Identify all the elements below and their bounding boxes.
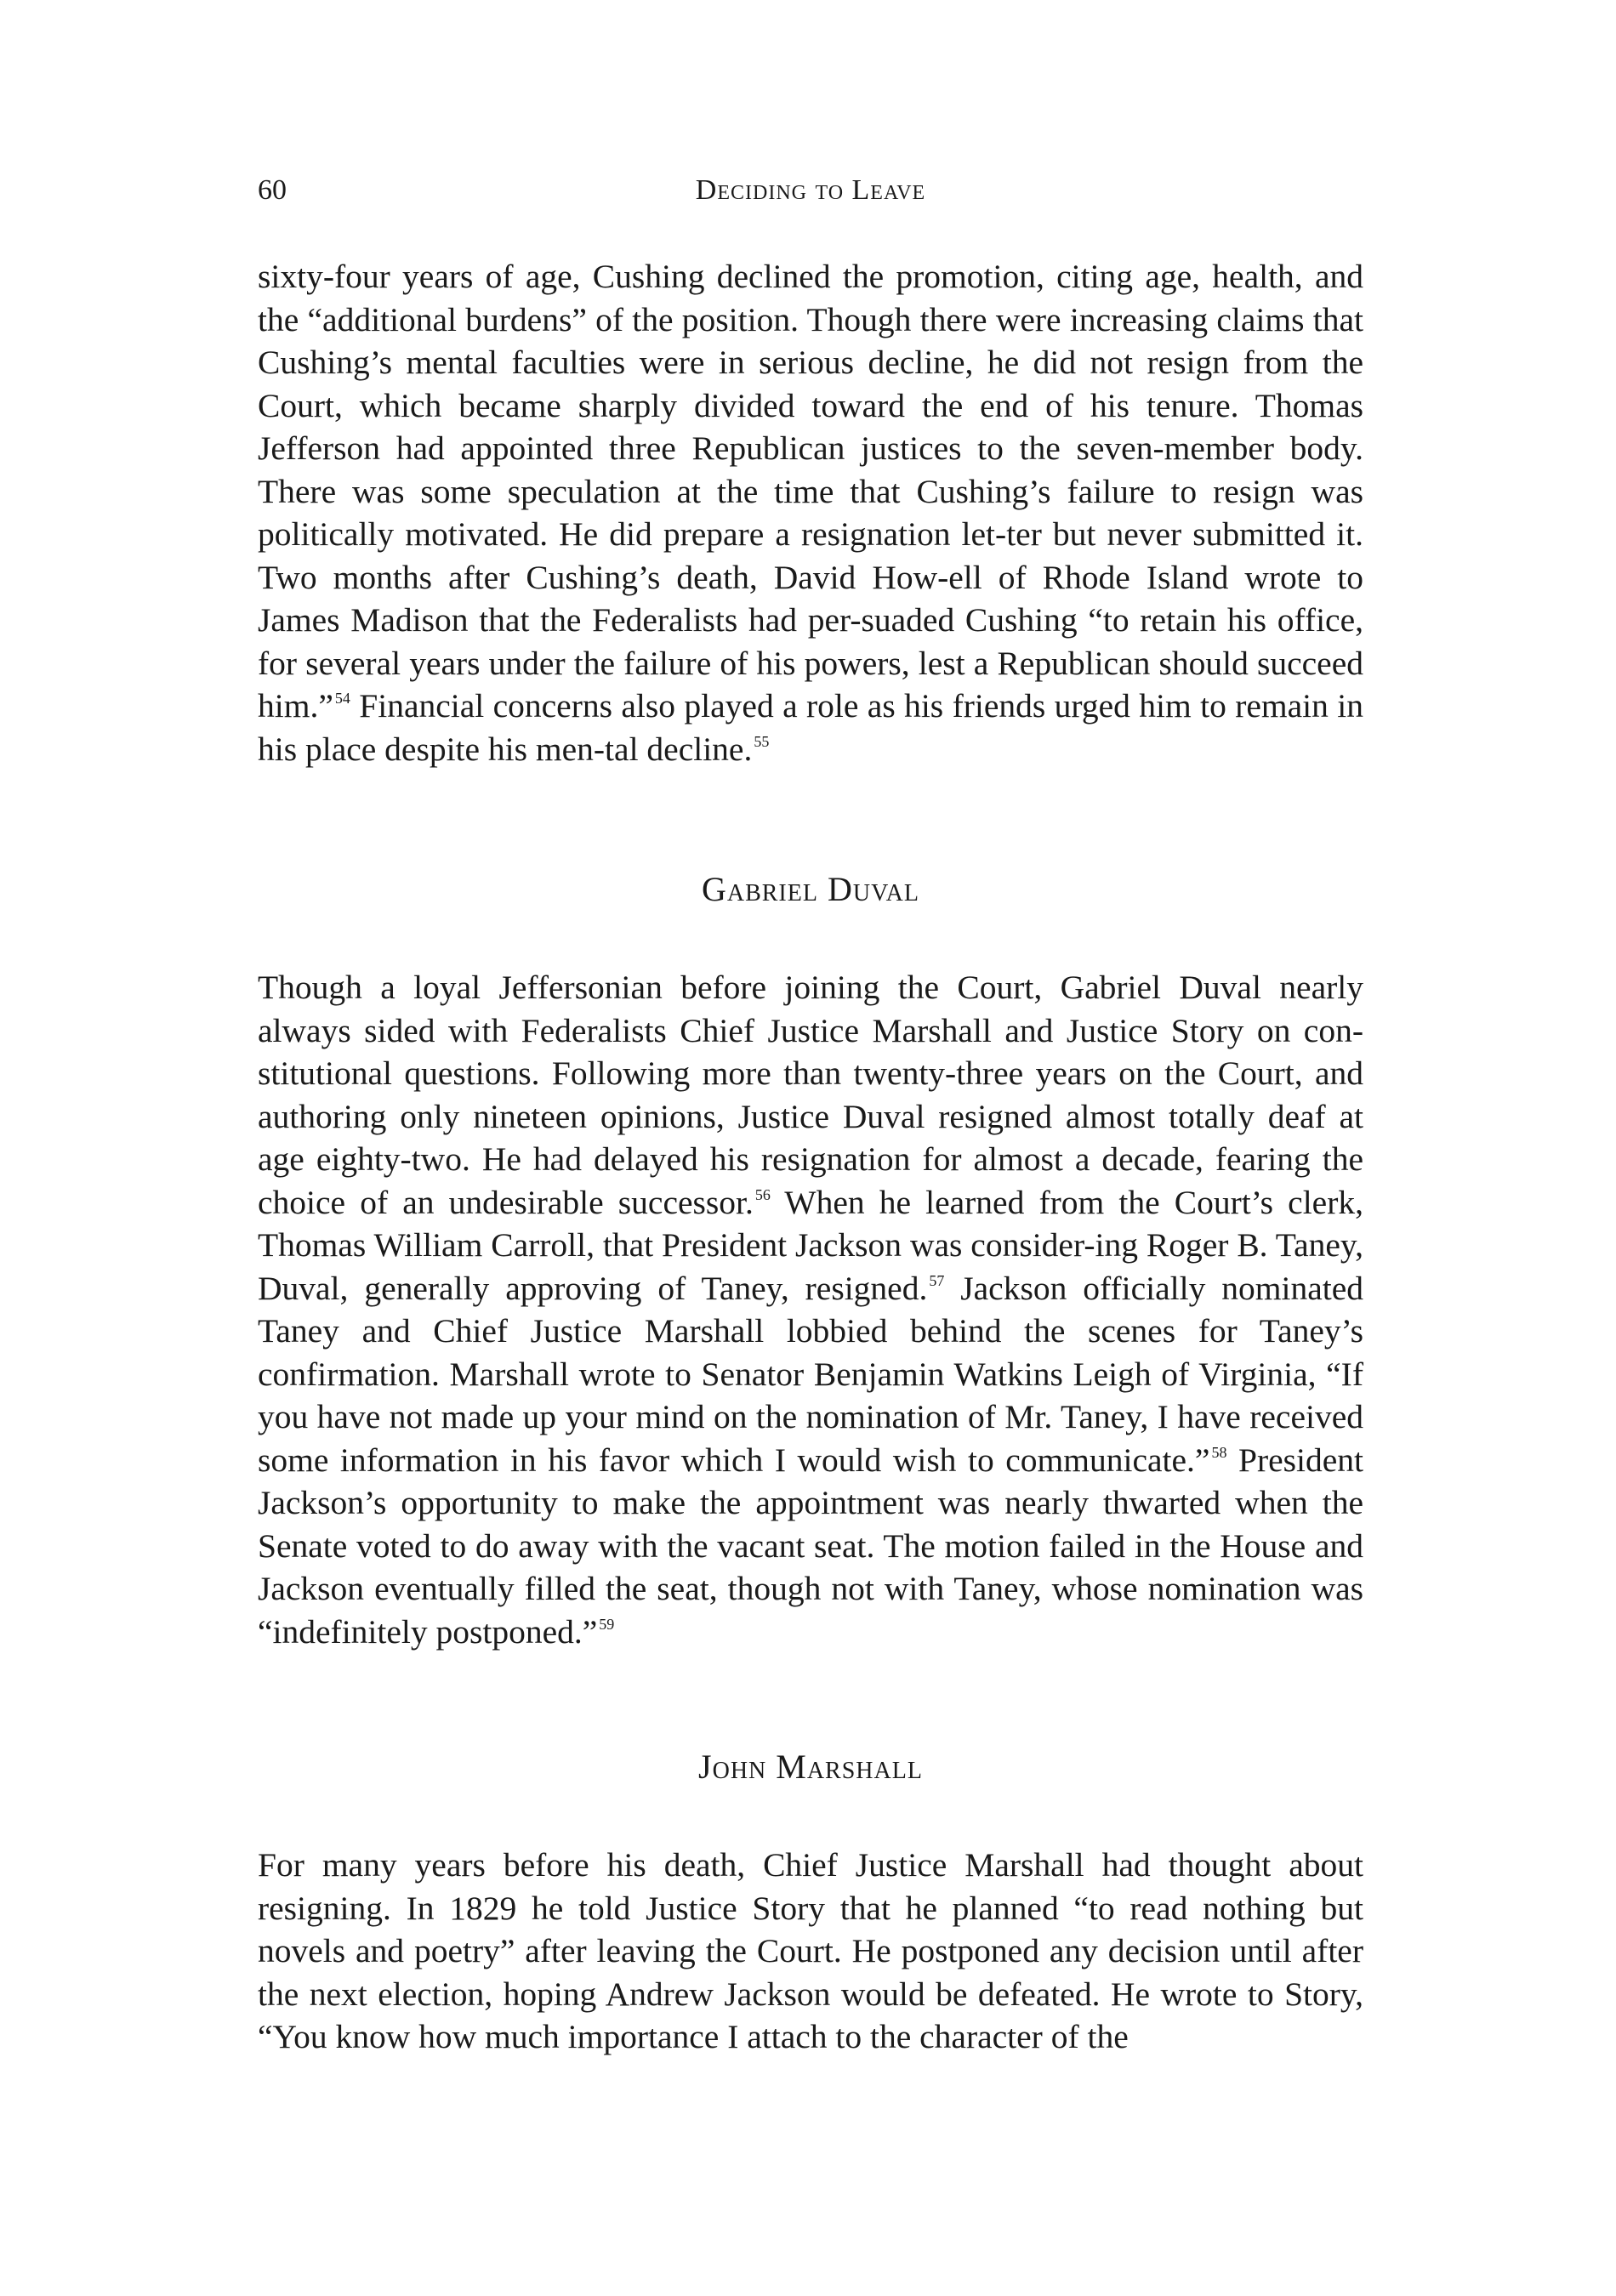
section-heading-john-marshall: John Marshall — [698, 1748, 923, 1786]
book-page — [258, 170, 1363, 2059]
paragraph-text: For many years before his death, Chief Justice Marshall had thought about resigning. In 1829 he told Justice Story that he planned “to read nothing but novels and poetry” after leaving the Court. He postponed any decision until after the next election, hoping Andrew Jackson would be defeated. He wrote to Story, “You know how much importance I attach to the character of the — [258, 1846, 1363, 2055]
footnote-ref: 54 — [334, 690, 350, 707]
paragraph-duval — [258, 966, 1363, 1653]
footnote-ref: 59 — [599, 1615, 615, 1633]
section-heading-gabriel-duval: Gabriel Duval — [701, 870, 920, 908]
footnote-ref: 55 — [754, 732, 770, 750]
paragraph-text: President Jackson’s opportunity to make the appointment was nearly thwarted when the Senate voted to do away with the vacant seat. The motion failed in the House and Jackson eventually filled the seat, though not with Taney, whose nomination was “indefinitely postponed.” — [258, 1441, 1363, 1651]
running-title: Deciding to Leave — [695, 174, 926, 206]
paragraph-text: sixty-four years of age, Cushing declined the promotion, citing age, health, and the “additional burdens” of the position. Though there were increasing claims that Cushing’s mental faculties were in serious decline, he did not resign from the Court, which became sharply divided toward the end of his tenure. Thomas Jefferson had appointed three Republican justices to the seven-member body. There was some speculation at the time that Cushing’s failure to resign was politically motivated. He did prepare a resignation let-ter but never submitted it. Two months after Cushing’s death, David How-ell of Rhode Island wrote to James Madison that the Federalists had per-suaded Cushing “to retain his office, for several years under the failure of his powers, lest a Republican should succeed him.” — [258, 258, 1363, 725]
paragraph-text: Though a loyal Jeffersonian before joining the Court, Gabriel Duval nearly always sided with Federalists Chief Justice Marshall and Justice Story on con-stitutional questions. Following more than twenty-three years on the Court, and authoring only nineteen opinions, Justice Duval resigned almost totally deaf at age eighty-two. He had delayed his resignation for almost a decade, fearing the choice of an undesirable successor. — [258, 969, 1363, 1221]
paragraph-text: When he learned from the Court’s clerk, Thomas William Carroll, that President Jackson was consider-ing Roger B. Taney, Duval, generally approving of Taney, resigned. — [258, 1183, 1363, 1307]
footnote-ref: 57 — [929, 1271, 945, 1289]
paragraph-text: Jackson officially nominated Taney and Chief Justice Marshall lobbied behind the scenes for Taney’s confirmation. Marshall wrote to Senator Benjamin Watkins Leigh of Virginia, “If you have not made up your mind on the nomination of Mr. Taney, I have received some information in his favor which I would wish to communicate.” — [258, 1269, 1363, 1479]
footnote-ref: 58 — [1211, 1443, 1227, 1461]
running-head — [258, 170, 1363, 211]
footnote-ref: 56 — [754, 1185, 771, 1203]
page-number: 60 — [258, 174, 287, 206]
paragraph-marshall — [258, 1844, 1363, 2059]
paragraph-text: Financial concerns also played a role as his friends urged him to remain in his place despite his men-tal decline. — [258, 687, 1363, 768]
paragraph-cushing — [258, 255, 1363, 770]
